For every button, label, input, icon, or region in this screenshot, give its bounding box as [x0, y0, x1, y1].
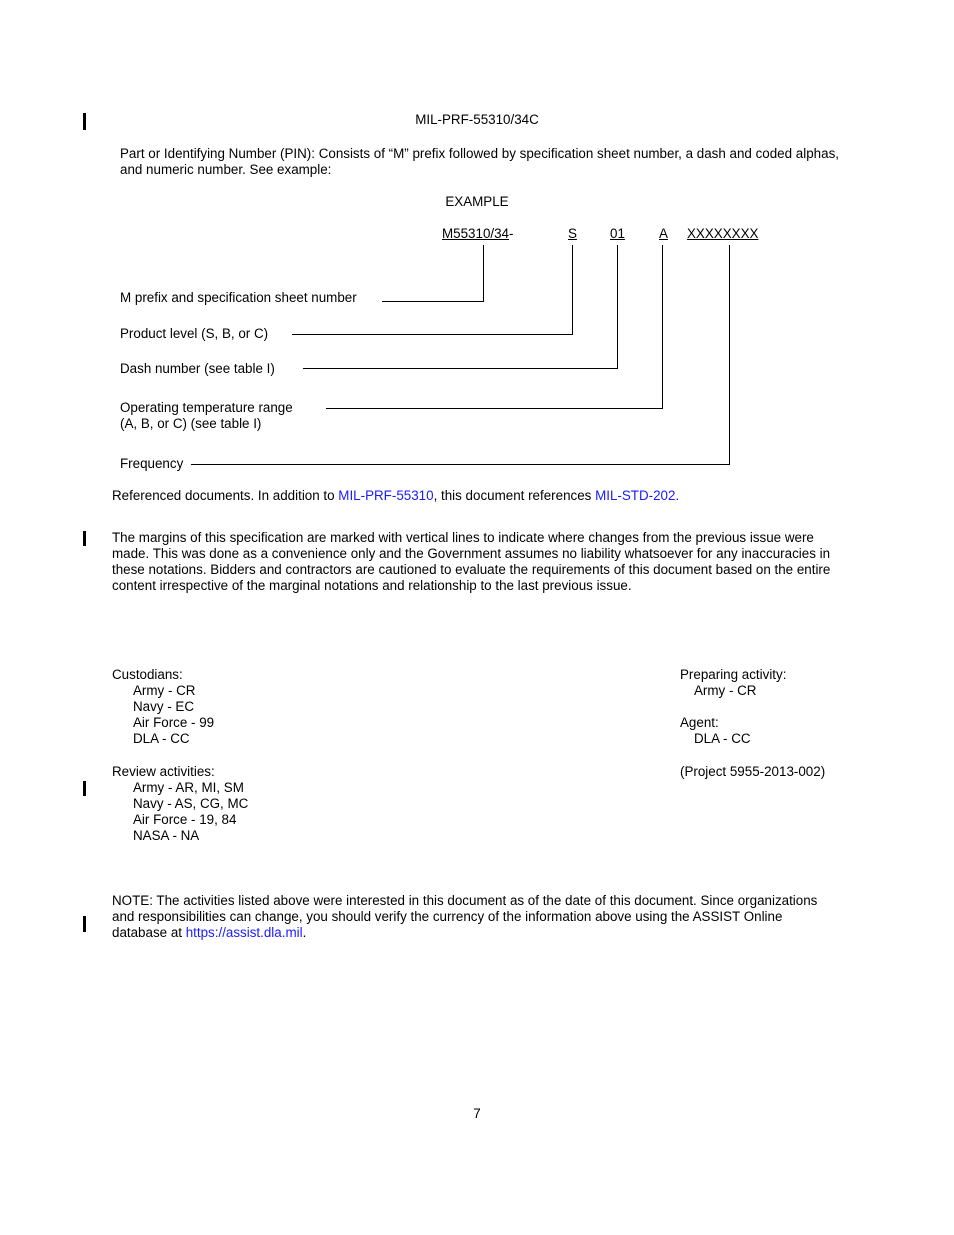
label-product-level: Product level (S, B, or C): [120, 326, 269, 341]
assist-note-text: NOTE: The activities listed above were interested in this document as of the date of this document. Since organizations and responsibilities can change, you should verify the currency of the information above using the ASSIST Online database at: [112, 893, 818, 940]
pin-intro: Part or Identifying Number (PIN): Consists of “M” prefix followed by specification sheet number, a dash and coded alphas, and numeric number. See example:: [120, 146, 839, 177]
example-title: EXAMPLE: [445, 194, 509, 209]
referenced-end: .: [675, 488, 680, 503]
leader-line-dash-number: [303, 245, 618, 369]
example-product-level: S: [568, 226, 577, 241]
custodian-item: DLA - CC: [133, 731, 190, 746]
label-prefix: M prefix and specification sheet number: [120, 290, 357, 305]
example-dash: -: [509, 226, 514, 241]
label-temp-range: Operating temperature range: [120, 400, 293, 415]
project-number: (Project 5955-2013-002): [680, 764, 826, 779]
agent-value: DLA - CC: [694, 731, 751, 746]
leader-line-temp-range: [326, 245, 663, 409]
document-number: MIL-PRF-55310/34C: [415, 112, 539, 127]
referenced-lead: Referenced documents. In addition to: [112, 488, 339, 503]
example-prefix: M55310/34: [442, 226, 510, 241]
review-activity-item: Navy - AS, CG, MC: [133, 796, 249, 811]
custodian-item: Air Force - 99: [133, 715, 215, 730]
leader-line-prefix: [382, 245, 484, 302]
link-mil-std-202[interactable]: MIL-STD-202: [595, 488, 676, 503]
custodian-item: Army - CR: [133, 683, 196, 698]
review-activity-item: Air Force - 19, 84: [133, 812, 237, 827]
assist-note: [112, 893, 837, 941]
custodians-title: Custodians:: [112, 667, 183, 682]
review-activities-title: Review activities:: [112, 764, 215, 779]
review-activity-item: NASA - NA: [133, 828, 200, 843]
leader-line-frequency: [191, 245, 730, 465]
review-activity-item: Army - AR, MI, SM: [133, 780, 244, 795]
link-mil-prf-55310[interactable]: MIL-PRF-55310: [338, 488, 434, 503]
preparing-activity-title: Preparing activity:: [680, 667, 787, 682]
margins-note: The margins of this specification are marked with vertical lines to indicate where changes from the previous issue were made. This was done as a convenience only and the Government assumes no liability whatsoever for any inaccuracies in these notations. Bidders and contractors are cautioned to evaluate the requirements of this document based on the entire content irrespective of the marginal notations and relationship to the last previous issue.: [112, 530, 831, 593]
label-frequency: Frequency: [120, 456, 184, 471]
preparing-activity-value: Army - CR: [694, 683, 757, 698]
referenced-documents: [112, 488, 679, 504]
assist-note-end: .: [302, 925, 307, 940]
referenced-middle: , this document references: [433, 488, 596, 503]
example-temp-range: A: [659, 226, 668, 241]
link-assist-online[interactable]: https://assist.dla.mil: [185, 925, 303, 940]
custodian-item: Navy - EC: [133, 699, 195, 714]
example-dash-number: 01: [610, 226, 625, 241]
label-dash-number: Dash number (see table I): [120, 361, 275, 376]
label-temp-range-values: (A, B, or C) (see table I): [120, 416, 262, 431]
example-frequency: XXXXXXXX: [687, 226, 759, 241]
agent-title: Agent:: [680, 715, 719, 730]
page-number: 7: [473, 1106, 481, 1121]
